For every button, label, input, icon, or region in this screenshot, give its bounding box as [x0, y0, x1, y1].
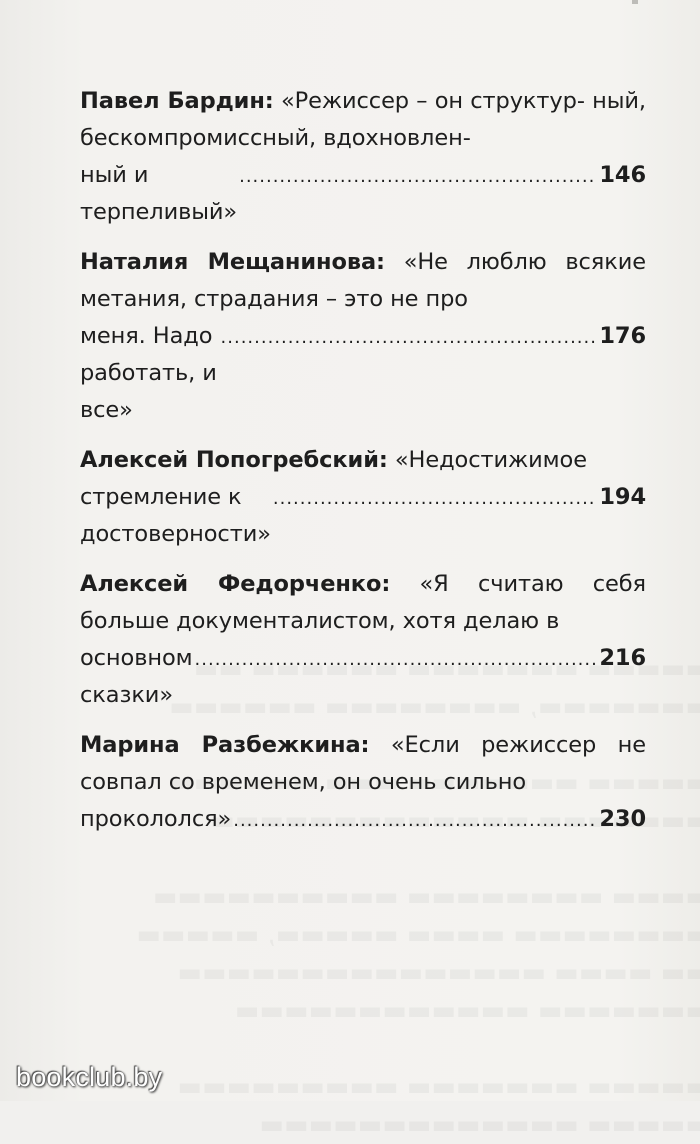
toc-entry-author: Алексей Федорченко:: [80, 571, 391, 597]
toc-entry-title: меня. Надо работать, и все»: [80, 323, 217, 423]
dot-leader: [239, 158, 597, 195]
table-of-contents: [80, 83, 646, 852]
toc-entry-title: прокололся»: [80, 806, 232, 832]
toc-entry-title: «Если режиссер: [390, 732, 597, 758]
toc-entry-title: всякие метания, страдания – это не про: [80, 249, 646, 312]
toc-entry-last-line: [80, 157, 646, 231]
toc-page-number: 194: [599, 484, 646, 510]
toc-entry-title: «Не люблю: [403, 249, 547, 275]
toc-entry-title: больше документалистом, хотя делаю в: [80, 608, 560, 634]
toc-page-number: 230: [599, 806, 646, 832]
dot-leader: [233, 802, 597, 839]
toc-entry-last-line: [80, 318, 646, 429]
toc-entry-title: «Недостижимое: [394, 447, 587, 473]
toc-entry-author: Павел Бардин:: [80, 88, 274, 114]
toc-entry[interactable]: [80, 727, 646, 839]
toc-page-number: 176: [599, 323, 646, 349]
dot-leader: [273, 480, 597, 517]
toc-entry-title: не совпал со временем, он очень сильно: [80, 732, 646, 795]
toc-entry-author: Алексей Попогребский:: [80, 447, 388, 473]
dot-leader: [195, 641, 598, 678]
toc-entry-author: Наталия Мещанинова:: [80, 249, 385, 275]
toc-page-number: 146: [599, 162, 646, 188]
watermark: bookclub.by: [16, 1062, 163, 1092]
page-edge-mark: [632, 0, 638, 4]
toc-entry-title: основном сказки»: [80, 645, 193, 708]
dot-leader: [221, 319, 598, 356]
toc-entry-last-line: [80, 801, 646, 839]
toc-entry[interactable]: [80, 244, 646, 429]
toc-entry-author: Марина Разбежкина:: [80, 732, 370, 758]
toc-entry-title: стремление к достоверности»: [80, 484, 271, 547]
toc-entry-title: «Я считаю себя: [419, 571, 646, 597]
toc-entry-last-line: [80, 640, 646, 714]
toc-entry-title: ный, бескомпромиссный, вдохновлен-: [80, 88, 646, 151]
toc-entry-title: «Режиссер – он структур-: [280, 88, 585, 114]
toc-entry[interactable]: [80, 442, 646, 553]
toc-entry-title: ный и терпеливый»: [80, 162, 238, 225]
toc-entry-last-line: [80, 479, 646, 553]
toc-entry[interactable]: [80, 83, 646, 231]
toc-entry[interactable]: [80, 566, 646, 714]
toc-page-number: 216: [599, 645, 646, 671]
